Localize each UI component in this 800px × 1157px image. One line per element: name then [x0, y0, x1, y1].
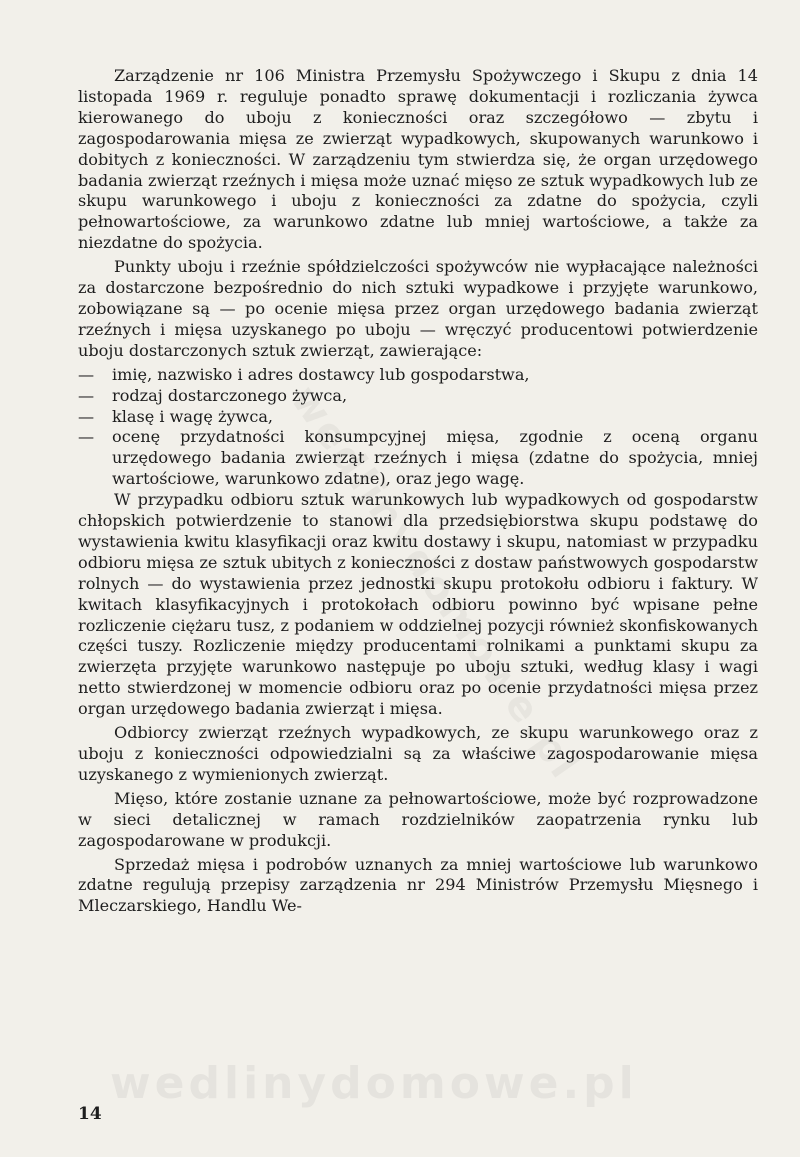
paragraph-full-value-meat: Mięso, które zostanie uznane za pełnowartościowe, może być rozprowadzone w sieci detalicznej w ramach rozdzielników zaopatrzenia rynku lub zagospodarowane w produkcji.: [78, 788, 758, 850]
footer-watermark: wedlinydomowe.pl: [110, 1058, 638, 1109]
paragraph-ordinance: Zarządzenie nr 106 Ministra Przemysłu Spożywczego i Skupu z dnia 14 listopada 1969 r. reguluje ponadto sprawę dokumentacji i rozliczania żywca kierowanego do uboju z konieczności oraz szczegółowo — zbytu i zagospodarowania mięsa ze zwierząt wypadkowych, skupowanych warunkowo i dobitych z konieczności. W zarządzeniu tym stwierdza się, że organ urzędowego badania zwierząt rzeźnych i mięsa może uznać mięso ze sztuk wypadkowych lub ze skupu warunkowego i uboju z konieczności za zdatne do spożycia, czyli pełnowartościowe, za warunkowo zdatne lub mniej wartościowe, a także za niezdatne do spożycia.: [78, 66, 758, 253]
page-body: [78, 66, 758, 920]
list-item: — klasę i wagę żywca,: [78, 407, 758, 428]
paragraph-recipients-responsibility: Odbiorcy zwierząt rzeźnych wypadkowych, ze skupu warunkowego oraz z uboju z konieczności odpowiedzialni są za właściwe zagospodarowanie mięsa uzyskanego z wymienionych zwierząt.: [78, 723, 758, 784]
page-number: 14: [78, 1104, 102, 1124]
list-item: — rodzaj dostarczonego żywca,: [78, 386, 758, 407]
paragraph-slaughter-points: Punkty uboju i rzeźnie spółdzielczości spożywców nie wypłacające należności za dostarczone bezpośrednio do nich sztuki wypadkowe i przyjęte warunkowo, zobowiązane są — po ocenie mięsa przez organ urzędowego badania zwierząt rzeźnych i mięsa uzyskanego po uboju — wręczyć producentowi potwierdzenie uboju dostarczonych sztuk zwierząt, zawierające:: [78, 257, 758, 360]
paragraph-sale-regulations: Sprzedaż mięsa i podrobów uznanych za mniej wartościowe lub warunkowo zdatne regulują przepisy zarządzenia nr 294 Ministrów Przemysłu Mięsnego i Mleczarskiego, Handlu We-: [78, 854, 758, 916]
list-item: — ocenę przydatności konsumpcyjnej mięsa, zgodnie z oceną organu urzędowego badania zwierząt rzeźnych i mięsa (zdatne do spożycia, mniej wartościowe, warunkowo zdatne), oraz jego wagę.: [78, 427, 758, 490]
paragraph-receipt-settlement: W przypadku odbioru sztuk warunkowych lub wypadkowych od gospodarstw chłopskich potwierdzenie to stanowi dla przedsiębiorstwa skupu podstawę do wystawienia kwitu klasyfikacji oraz kwitu dostawy i skupu, natomiast w przypadku odbioru mięsa ze sztuk ubitych z konieczności z dostaw państwowych gospodarstw rolnych — do wystawienia przez jednostki skupu protokołu odbioru i faktury. W kwitach klasyfikacyjnych i protokołach odbioru powinno być wpisane pełne rozliczenie ciężaru tusz, z podaniem w oddzielnej pozycji również skonfiskowanych części tuszy. Rozliczenie między producentami rolnikami a punktami skupu za zwierzęta przyjęte warunkowo następuje po uboju sztuki, według klasy i wagi netto stwierdzonej w momencie odbioru oraz po ocenie przydatności mięsa przez organ urzędowego badania zwierząt i mięsa.: [78, 490, 758, 719]
confirmation-contents-list: [78, 365, 758, 490]
list-item: — imię, nazwisko i adres dostawcy lub gospodarstwa,: [78, 365, 758, 386]
